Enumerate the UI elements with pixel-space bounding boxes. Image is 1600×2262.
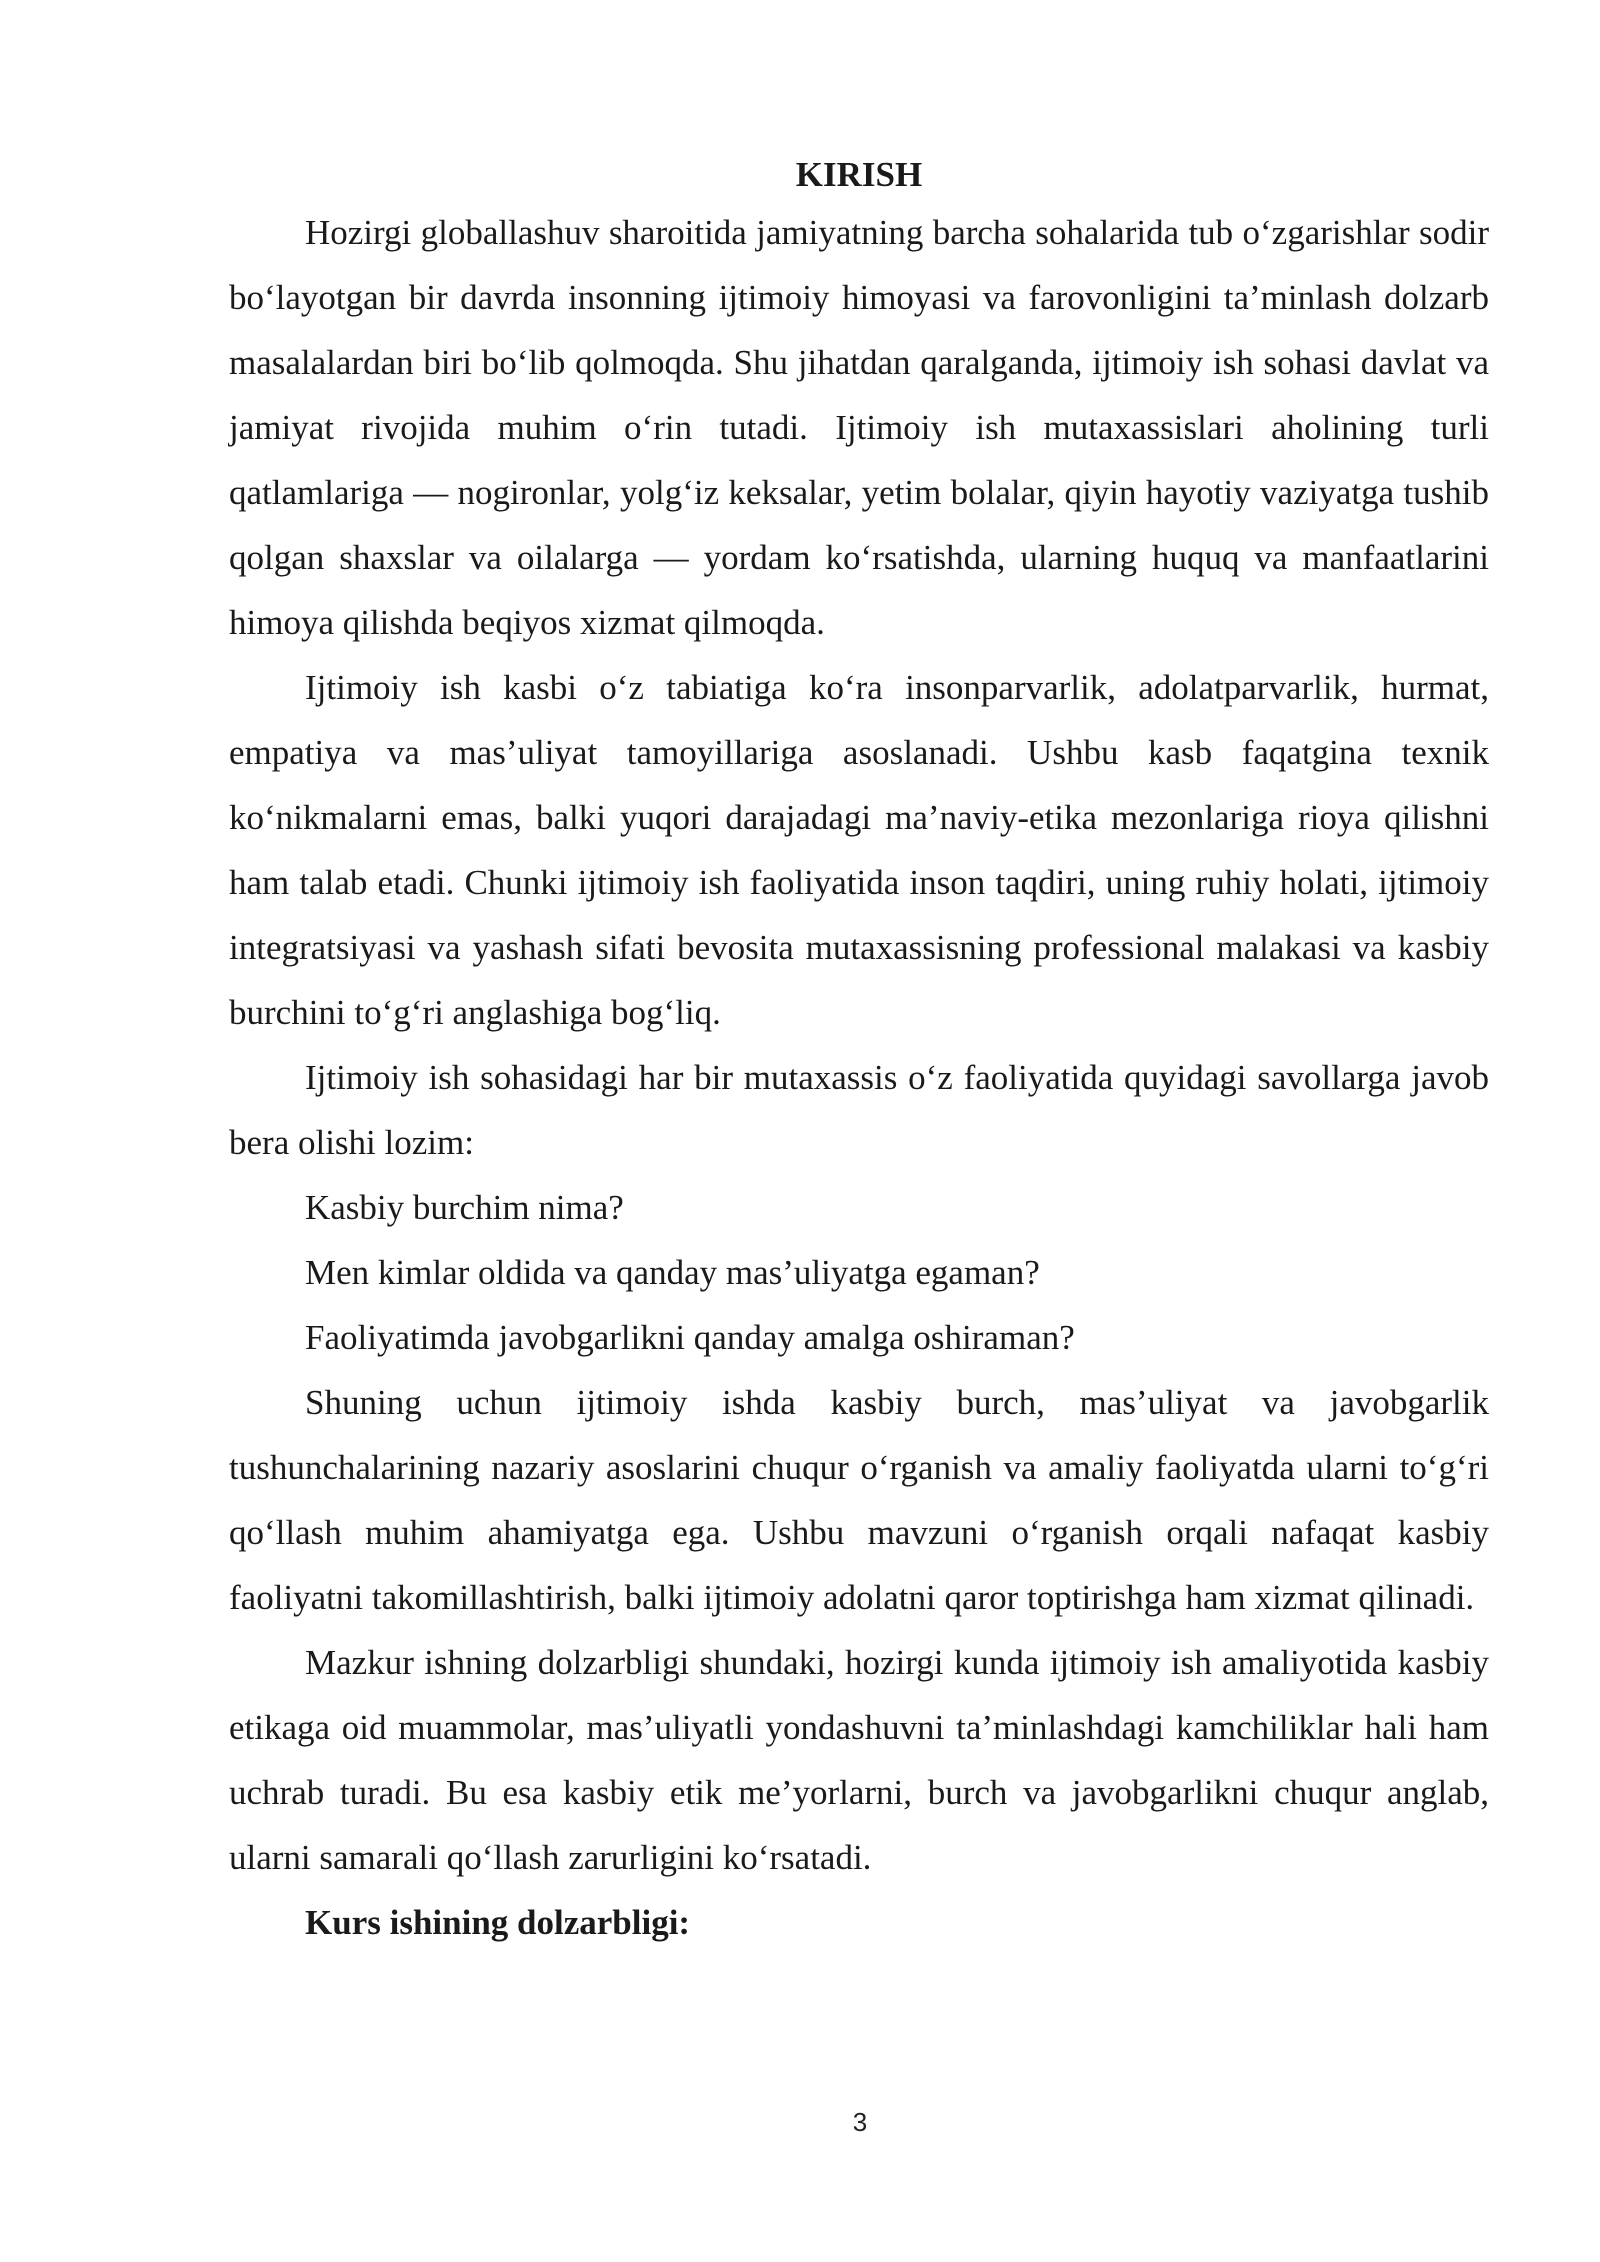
subheading-course-relevance: Kurs ishining dolzarbligi:: [305, 1903, 691, 1942]
question-line-1: Kasbiy burchim nima?: [305, 1188, 624, 1227]
paragraph-relevance: Mazkur ishning dolzarbligi shundaki, hozirgi kunda ijtimoiy ish amaliyotida kasbiy etikaga oid muammolar, mas’uliyatli yondashuvni ta’minlashdagi kamchiliklar hali ham uchrab turadi. Bu esa kasbiy etik me’yorlarni, burch va javobgarlikni chuqur anglab, ularni samarali qo‘llash zarurligini ko‘rsatadi.: [229, 1643, 1489, 1877]
page-content: [229, 150, 1489, 1955]
paragraph-questions-intro: Ijtimoiy ish sohasidagi har bir mutaxassis o‘z faoliyatida quyidagi savollarga javob bera olishi lozim:: [229, 1058, 1489, 1162]
paragraph-profession-principles: Ijtimoiy ish kasbi o‘z tabiatiga ko‘ra insonparvarlik, adolatparvarlik, hurmat, empatiya va mas’uliyat tamoyillariga asoslanadi. Ushbu kasb faqatgina texnik ko‘nikmalarni emas, balki yuqori darajadagi ma’naviy-etika mezonlariga rioya qilishni ham talab etadi. Chunki ijtimoiy ish faoliyatida inson taqdiri, uning ruhiy holati, ijtimoiy integratsiyasi va yashash sifati bevosita mutaxassisning professional malakasi va kasbiy burchini to‘g‘ri anglashiga bog‘liq.: [229, 668, 1489, 1032]
paragraph-theoretical-basis: Shuning uchun ijtimoiy ishda kasbiy burch, mas’uliyat va javobgarlik tushunchalarining nazariy asoslarini chuqur o‘rganish va amaliy faoliyatda ularni to‘g‘ri qo‘llash muhim ahamiyatga ega. Ushbu mavzuni o‘rganish orqali nafaqat kasbiy faoliyatni takomillashtirish, balki ijtimoiy adolatni qaror toptirishga ham xizmat qilinadi.: [229, 1383, 1489, 1617]
question-line-2: Men kimlar oldida va qanday mas’uliyatga egaman?: [305, 1253, 1040, 1292]
page-number: 3: [852, 2107, 868, 2137]
section-title: KIRISH: [795, 155, 923, 194]
paragraph-introduction: Hozirgi globallashuv sharoitida jamiyatning barcha sohalarida tub o‘zgarishlar sodir bo‘layotgan bir davrda insonning ijtimoiy himoyasi va farovonligini ta’minlash dolzarb masalalardan biri bo‘lib qolmoqda. Shu jihatdan qaralganda, ijtimoiy ish sohasi davlat va jamiyat rivojida muhim o‘rin tutadi. Ijtimoiy ish mutaxassislari aholining turli qatlamlariga — nogironlar, yolg‘iz keksalar, yetim bolalar, qiyin hayotiy vaziyatga tushib qolgan shaxslar va oilalarga — yordam ko‘rsatishda, ularning huquq va manfaatlarini himoya qilishda beqiyos xizmat qilmoqda.: [229, 213, 1489, 642]
question-line-3: Faoliyatimda javobgarlikni qanday amalga oshiraman?: [305, 1318, 1075, 1357]
